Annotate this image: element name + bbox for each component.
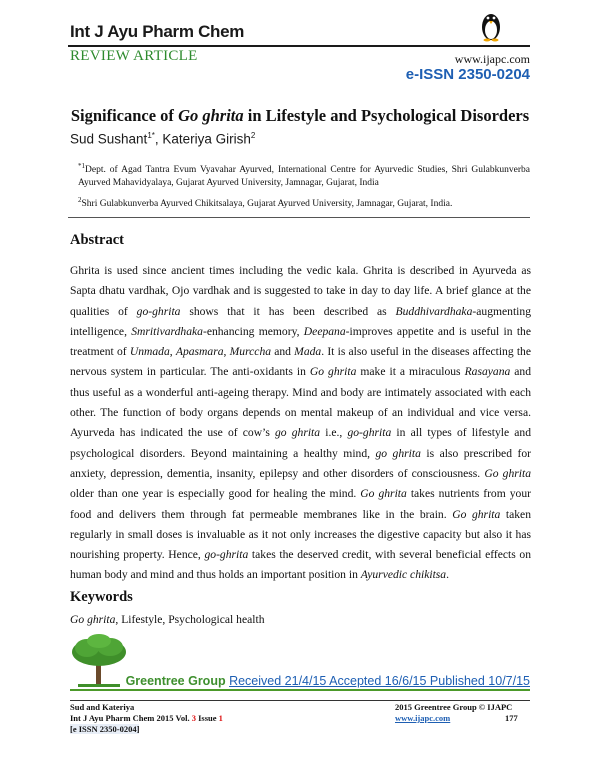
abstract-text: Ghrita is used since ancient times including the vedic kala. Ghrita is described in Ayurveda as Sapta dhatu vardhak, Ojo vardhak and is suggested to take in day to day life. A brief glance at the qualities of bbox=[70, 264, 531, 318]
abstract-emphasis: go-ghrita bbox=[136, 304, 181, 318]
footer-eissn: [e ISSN 2350-0204] bbox=[70, 724, 140, 734]
title-emphasis: Go ghrita bbox=[178, 106, 244, 125]
footer-rule bbox=[70, 700, 530, 701]
publication-dates bbox=[126, 674, 530, 688]
abstract-text: -augmenting intelligence, bbox=[70, 304, 531, 338]
abstract-emphasis: Smritivardhaka bbox=[131, 324, 203, 338]
abstract-emphasis: Go ghrita bbox=[309, 365, 357, 379]
abstract-text: is also prescribed for anxiety, depression, dementia, insanity, epilepsy and other disorders of consciousness. bbox=[70, 446, 531, 480]
keyword-text: , Lifestyle, Psychological health bbox=[115, 613, 265, 626]
affiliation-marker: 2 bbox=[78, 196, 82, 204]
publisher-group: Greentree Group bbox=[125, 674, 226, 688]
abstract-emphasis: Ayurvedic chikitsa bbox=[360, 568, 447, 582]
footer-website[interactable]: www.ijapc.com bbox=[395, 713, 451, 723]
author-superscript: 2 bbox=[250, 131, 256, 140]
received-accepted-published[interactable]: Received 21/4/15 Accepted 16/6/15 Published 10/7/15 bbox=[229, 674, 530, 688]
abstract-emphasis: Go ghrita bbox=[452, 507, 501, 521]
footer-right bbox=[395, 702, 512, 724]
green-rule bbox=[70, 689, 530, 691]
abstract-emphasis: Murccha bbox=[229, 345, 272, 359]
footer-citation bbox=[70, 702, 223, 735]
footer-journal-issue bbox=[70, 713, 223, 724]
header-rule bbox=[68, 45, 530, 47]
abstract-emphasis: Go ghrita bbox=[360, 487, 407, 501]
author-list bbox=[70, 131, 255, 147]
author-name: , Kateriya Girish bbox=[154, 131, 251, 147]
abstract-emphasis: Deepana bbox=[303, 324, 346, 338]
paper-title bbox=[68, 106, 532, 126]
footer-copyright: 2015 Greentree Group © IJAPC bbox=[395, 702, 513, 712]
abstract-heading: Abstract bbox=[70, 232, 124, 248]
abstract-emphasis: go ghrita bbox=[375, 446, 421, 460]
title-part: Significance of bbox=[70, 106, 179, 125]
keyword-emphasis: Go ghrita bbox=[70, 613, 116, 626]
abstract-text: and thus useful as a wonderful anti-ageing therapy. Mind and body are intimately associated with each other. The function of body organs depends on mental makeup of an individual and vice versa. Ayurveda has indicated the use of cow’s bbox=[70, 365, 532, 440]
abstract-emphasis: Rasayana bbox=[464, 365, 511, 379]
abstract-emphasis: Go ghrita bbox=[484, 466, 531, 480]
affiliation-text: Shri Gulabkunverba Ayurved Chikitsalaya, Gujarat Ayurved University, Jamnagar, Gujarat, India. bbox=[81, 199, 453, 210]
header-website[interactable]: www.ijapc.com bbox=[454, 52, 530, 66]
abstract-text: i.e., bbox=[320, 426, 348, 440]
abstract-emphasis: Apasmara bbox=[175, 345, 224, 359]
abstract-emphasis: go-ghrita bbox=[347, 426, 392, 440]
abstract-text: -improves appetite and is useful in the treatment of bbox=[70, 324, 531, 359]
affiliation-1 bbox=[78, 160, 530, 190]
author-name: Sud Sushant bbox=[70, 131, 148, 147]
abstract-text: , bbox=[223, 345, 230, 359]
footer-authors: Sud and Kateriya bbox=[70, 702, 135, 712]
section-divider bbox=[68, 217, 530, 218]
keywords-heading: Keywords bbox=[70, 589, 133, 605]
abstract-text: takes nutrients from your food and delivers them through fat permeable membranes like in the brain. bbox=[70, 487, 531, 521]
abstract-text: takes the deserved credit, with several beneficial effects on human body and mind and thus holds an important position in bbox=[70, 548, 531, 582]
abstract-text: and bbox=[271, 345, 295, 359]
abstract-body bbox=[70, 261, 531, 586]
article-type: REVIEW ARTICLE bbox=[70, 48, 198, 64]
title-part: in Lifestyle and Psychological Disorders bbox=[243, 106, 530, 125]
affiliation-text: Dept. of Agad Tantra Evum Vyavahar Ayurved, International Centre for Ayurvedic Studies, Shri Gulabkunverba Ayurved Mahavidyalaya, Gujarat Ayurved University, Jamnagar, Gujarat, India bbox=[78, 165, 530, 189]
penguin-logo-icon bbox=[480, 8, 502, 42]
abstract-emphasis: go-ghrita bbox=[204, 548, 249, 562]
page-number: 177 bbox=[505, 713, 518, 723]
abstract-emphasis: Mada bbox=[294, 345, 322, 359]
header-eissn: e-ISSN 2350-0204 bbox=[405, 66, 530, 83]
abstract-text: , bbox=[169, 345, 176, 359]
abstract-text: make it a miraculous bbox=[356, 365, 465, 379]
greentree-logo-icon bbox=[70, 632, 128, 688]
footer-issue: 1 bbox=[218, 713, 223, 723]
abstract-text: . bbox=[446, 568, 450, 582]
affiliation-2 bbox=[78, 194, 530, 211]
abstract-text: older than one year is especially good for healing the mind. bbox=[70, 487, 361, 501]
abstract-text: -enhancing memory, bbox=[202, 324, 304, 338]
abstract-emphasis: Unmada bbox=[129, 345, 170, 359]
keywords-list bbox=[70, 613, 265, 626]
affiliation-marker: *1 bbox=[78, 162, 85, 170]
abstract-emphasis: Buddhivardhaka bbox=[395, 304, 473, 318]
abstract-text: . It is also useful in the diseases affecting the nervous system in particular. The anti-oxidants in bbox=[70, 345, 531, 379]
abstract-emphasis: go ghrita bbox=[274, 426, 321, 440]
footer-issue-label: Issue bbox=[195, 713, 219, 723]
footer-volume: 3 bbox=[191, 713, 196, 723]
abstract-text: in all types of lifestyle and psychological disorders. Beyond maintaining a healthy mind, bbox=[70, 426, 531, 460]
footer-cite-pre: Int J Ayu Pharm Chem 2015 Vol. bbox=[70, 713, 192, 723]
abstract-text: shows that it has been described as bbox=[180, 304, 396, 318]
abstract-text: taken regularly in small doses is invaluable as it not only increases the digestive capacity but also it has nourishing property. Hence, bbox=[70, 507, 532, 562]
author-superscript: 1* bbox=[147, 131, 155, 140]
journal-name: Int J Ayu Pharm Chem bbox=[70, 22, 245, 41]
